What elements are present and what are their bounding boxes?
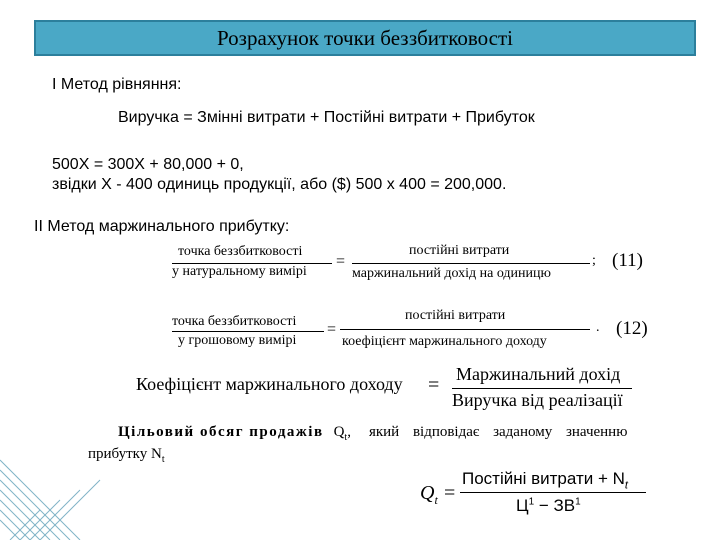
method2-heading: ІІ Метод маржинального прибутку:	[34, 218, 290, 235]
coef-numerator: Маржинальний дохід	[456, 364, 621, 384]
q-den-sup2: 1	[575, 496, 581, 508]
target-line2-text: прибутку N	[88, 446, 162, 462]
target-comma: ,	[347, 424, 351, 440]
formula11-lhs-top: точка беззбитковості	[178, 244, 303, 259]
coef-lhs: Коефіцієнт маржинального доходу	[136, 374, 403, 394]
method1-line2: звідки Х - 400 одиниць продукції, або ($) 500 х 400 = 200,000.	[52, 176, 507, 193]
formula12-tail: .	[596, 320, 600, 335]
q-lhs-symbol: Q	[420, 482, 435, 504]
formula12-equals: =	[327, 321, 337, 338]
q-lhs	[420, 482, 438, 508]
formula12-lhs-line	[172, 331, 324, 332]
target-text-part2: який відповідає заданому значенню	[368, 424, 628, 440]
q-denominator	[516, 496, 581, 516]
coef-fraction-line	[452, 388, 632, 389]
q-fraction-line	[460, 492, 646, 493]
q-den-c: Ц	[516, 496, 529, 515]
q-numerator-sub: t	[624, 479, 628, 492]
target-text-line1	[118, 424, 627, 443]
title-banner	[34, 20, 696, 56]
q-den-mid: − ЗВ	[534, 496, 576, 515]
coef-denominator: Виручка від реалізації	[452, 390, 623, 410]
target-symbol-sub: t	[344, 432, 348, 443]
target-line2-sub: t	[161, 454, 165, 465]
page-title: Розрахунок точки беззбитковості	[217, 25, 513, 50]
formula11-numerator: постійні витрати	[409, 243, 510, 258]
coef-equals: =	[428, 374, 440, 396]
q-equals: =	[444, 482, 456, 504]
q-numerator	[462, 469, 628, 491]
formula11-tail: ;	[592, 253, 596, 268]
target-term: Цільовий обсяг продажів	[118, 424, 324, 440]
corner-decoration	[0, 420, 120, 540]
formula12-lhs-top: точка беззбитковості	[172, 314, 297, 329]
formula12-fraction-line	[340, 329, 590, 330]
formula11-fraction-line	[352, 263, 590, 264]
formula12-denominator: коефіцієнт маржинального доходу	[342, 334, 547, 349]
formula12-number: (12)	[616, 318, 648, 339]
formula12-lhs-bottom: у грошовому вимірі	[178, 333, 297, 348]
formula11-denominator: маржинальний дохід на одиницю	[352, 266, 551, 281]
formula11-number: (11)	[612, 250, 643, 271]
target-symbol: Q	[333, 424, 345, 440]
formula12-numerator: постійні витрати	[405, 308, 506, 323]
method1-line1: 500Х = 300Х + 80,000 + 0,	[52, 156, 244, 173]
q-numerator-text: Постійні витрати + N	[462, 469, 625, 488]
method1-equation: Виручка = Змінні витрати + Постійні витрати + Прибуток	[118, 109, 535, 126]
q-den-sup1: 1	[528, 496, 535, 508]
formula11-equals: =	[336, 253, 346, 270]
q-lhs-sub: t	[434, 493, 438, 507]
formula11-lhs-bottom: у натуральному вимірі	[172, 264, 307, 279]
method1-heading: І Метод рівняння:	[52, 76, 182, 93]
